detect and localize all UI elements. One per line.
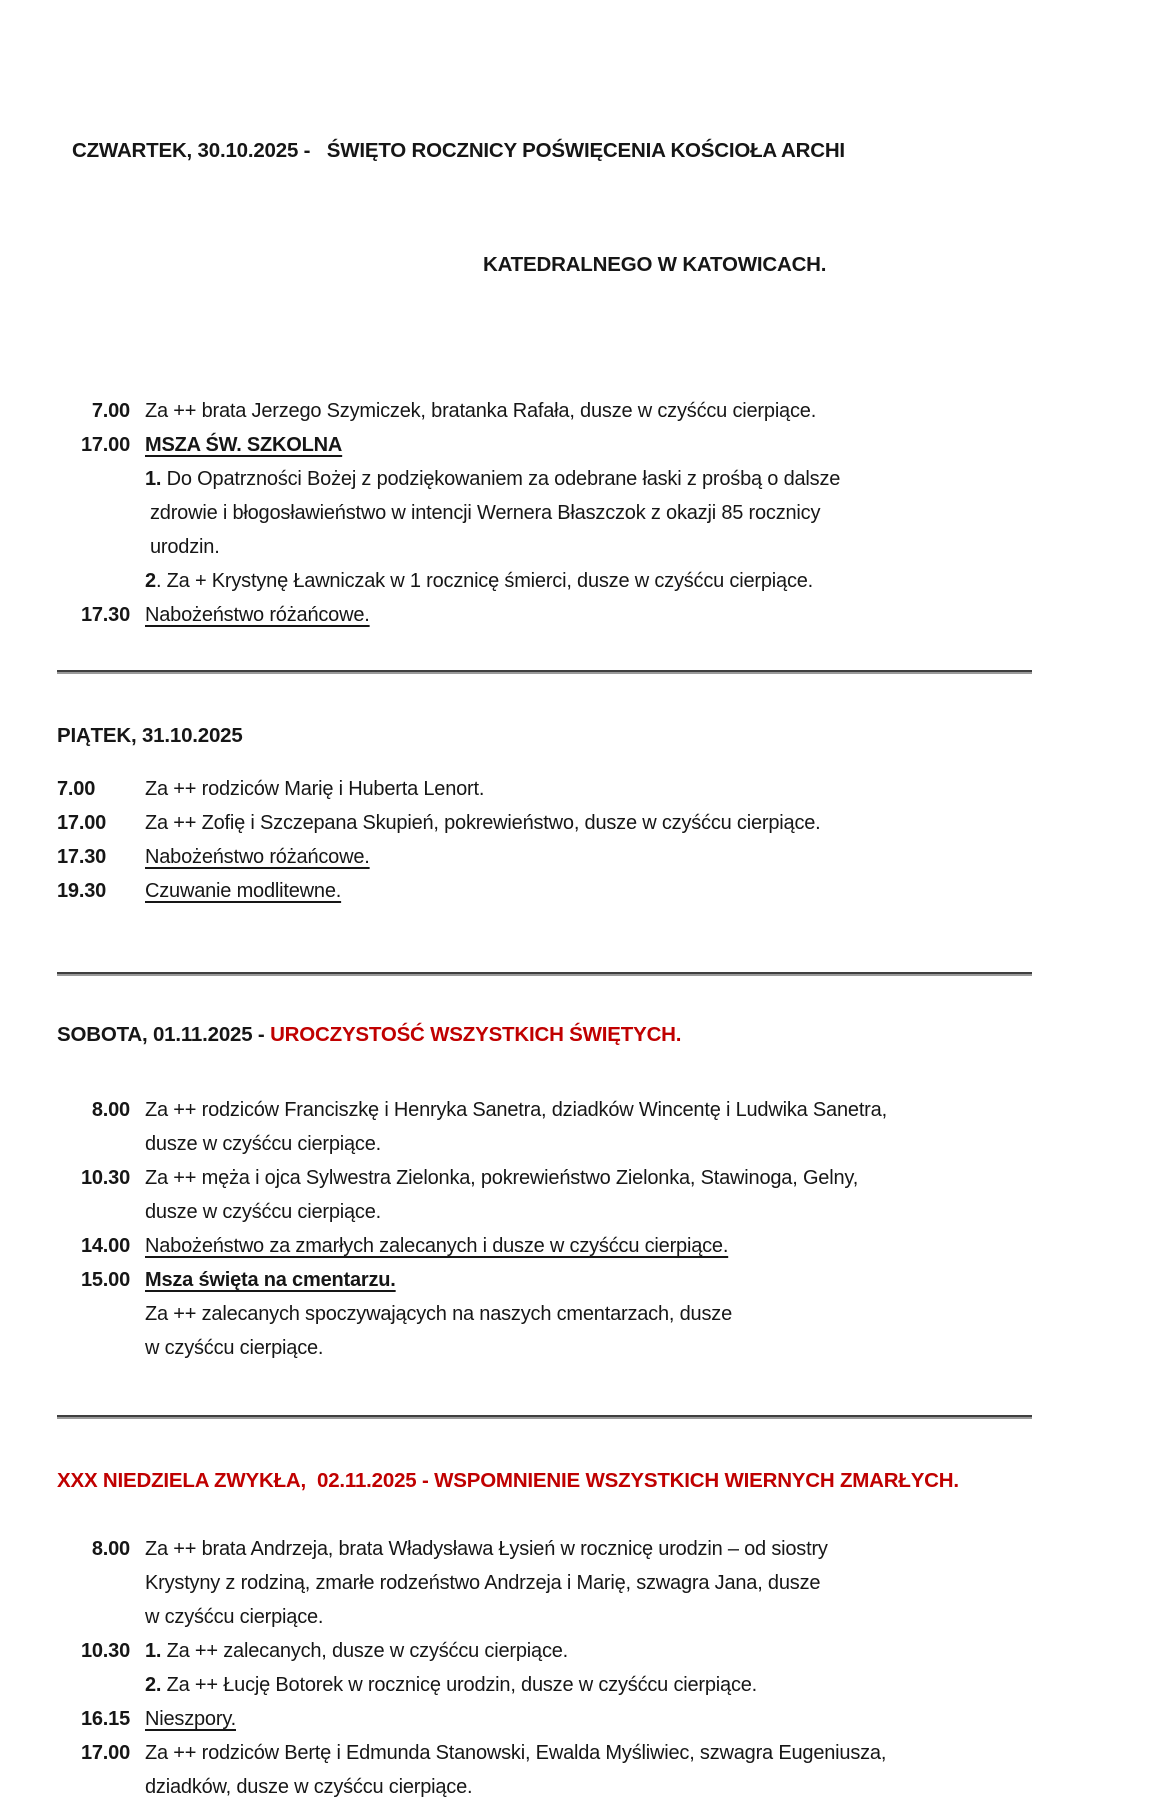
entry-line [145, 1093, 1129, 1127]
entry-text: Za ++ rodziców Marię i Huberta Lenort. [145, 778, 485, 800]
entry-line [145, 1566, 1129, 1600]
schedule-entry [57, 1093, 1129, 1161]
entry-time: 17.00 [57, 812, 107, 834]
day-section-sobota [57, 972, 1129, 1365]
entry-line [145, 1263, 1129, 1297]
entry-line [145, 598, 1129, 632]
entry-line [145, 1736, 1129, 1770]
entry-text: Za ++ męża i ojca Sylwestra Zielonka, pokrewieństwo Zielonka, Stawinoga, Gelny, [145, 1167, 859, 1189]
heading-text: PIĄTEK, 31.10.2025 [57, 724, 243, 747]
section-heading [57, 1464, 1129, 1498]
entry-content [130, 806, 1129, 840]
entry-content [130, 1161, 1129, 1229]
entry-text: dusze w czyśćcu cierpiące. [145, 1133, 382, 1155]
section-heading [57, 719, 1129, 753]
page-title-line1: CZWARTEK, 30.10.2025 - ŚWIĘTO ROCZNICY POŚWIĘCENIA KOŚCIOŁA ARCHI [72, 139, 845, 162]
day-section-piatek [57, 670, 1129, 908]
entry-line [145, 1600, 1129, 1634]
schedule-entry [57, 1263, 1129, 1365]
entry-time: 7.00 [57, 778, 96, 800]
entry-line [145, 1770, 1129, 1804]
entry-line [145, 1702, 1129, 1736]
schedule-entry [57, 806, 1129, 840]
entry-line [145, 840, 1129, 874]
heading-text: SOBOTA, 01.11.2025 - [57, 1023, 271, 1046]
schedule-entry [57, 1532, 1129, 1634]
entry-time: 17.00 [80, 1742, 130, 1764]
entry-text: Msza święta na cmentarzu. [145, 1269, 396, 1291]
entry-line [145, 806, 1129, 840]
entry-text: 1. [145, 468, 162, 490]
entry-time: 10.30 [80, 1640, 130, 1662]
section-divider [57, 972, 1032, 976]
schedule-entry [57, 598, 1129, 632]
entry-text: Za ++ Łucję Botorek w rocznicę urodzin, dusze w czyśćcu cierpiące. [161, 1674, 758, 1696]
schedule-entry [57, 1736, 1129, 1804]
entry-text: dziadków, dusze w czyśćcu cierpiące. [145, 1776, 473, 1798]
heading-text: XXX NIEDZIELA ZWYKŁA, 02.11.2025 - WSPOMNIENIE WSZYSTKICH WIERNYCH ZMARŁYCH. [57, 1469, 959, 1492]
schedule-entry [57, 1229, 1129, 1263]
entry-time: 19.30 [57, 880, 107, 902]
entry-content [130, 1702, 1129, 1736]
entry-line [145, 1127, 1129, 1161]
day-section-czwartek [57, 394, 1129, 632]
entry-content [130, 1263, 1129, 1365]
entry-text: w czyśćcu cierpiące. [145, 1606, 324, 1628]
schedule-entry [57, 874, 1129, 908]
entry-text: Nabożeństwo różańcowe. [145, 604, 370, 626]
entry-text: Za ++ zalecanych spoczywających na naszych cmentarzach, dusze [145, 1303, 732, 1325]
entry-content [130, 1532, 1129, 1634]
entry-line [145, 874, 1129, 908]
entry-text: Za ++ rodziców Bertę i Edmunda Stanowski, Ewalda Myśliwiec, szwagra Eugeniusza, [145, 1742, 887, 1764]
entry-time: 14.00 [80, 1235, 130, 1257]
schedule-entry [57, 772, 1129, 806]
entry-line [145, 1668, 1129, 1702]
page-title-line2: KATEDRALNEGO W KATOWICACH. [483, 253, 827, 276]
entry-time: 7.00 [91, 400, 130, 422]
entry-text: Za ++ brata Andrzeja, brata Władysława Łysień w rocznicę urodzin – od siostry [145, 1538, 828, 1560]
entry-line [145, 1229, 1129, 1263]
entry-time: 10.30 [80, 1167, 130, 1189]
entry-text: zdrowie i błogosławieństwo w intencji Wernera Błaszczok z okazji 85 rocznicy [150, 502, 821, 524]
entry-line [145, 496, 1129, 530]
entry-text: 2. [145, 1674, 162, 1696]
entry-text: Nabożeństwo za zmarłych zalecanych i dusze w czyśćcu cierpiące. [145, 1235, 729, 1257]
heading-text: UROCZYSTOŚĆ WSZYSTKICH ŚWIĘTYCH. [270, 1023, 682, 1046]
schedule-entry [57, 840, 1129, 874]
entry-text: Do Opatrzności Bożej z podziękowaniem za odebrane łaski z prośbą o dalsze [161, 468, 841, 490]
entry-line [145, 1634, 1129, 1668]
schedule-entry [57, 1161, 1129, 1229]
entry-text: urodzin. [150, 536, 220, 558]
entry-content [130, 1634, 1129, 1702]
entry-content [130, 1736, 1129, 1804]
entry-time: 17.30 [80, 604, 130, 626]
entry-text: Za ++ brata Jerzego Szymiczek, bratanka Rafała, dusze w czyśćcu cierpiące. [145, 400, 817, 422]
entry-line [145, 1161, 1129, 1195]
schedule-entry [57, 428, 1129, 598]
section-divider [57, 1415, 1032, 1419]
entry-text: Czuwanie modlitewne. [145, 880, 342, 902]
document-header [57, 56, 1129, 360]
entry-content [130, 874, 1129, 908]
entry-line [145, 1331, 1129, 1365]
entry-text: Nieszpory. [145, 1708, 236, 1730]
entry-line [145, 428, 1129, 462]
section-heading [57, 1018, 1129, 1052]
entry-content [130, 394, 1129, 428]
entry-time: 8.00 [91, 1538, 130, 1560]
entry-text: w czyśćcu cierpiące. [145, 1337, 324, 1359]
entry-time: 15.00 [80, 1269, 130, 1291]
schedule-entry [57, 394, 1129, 428]
entry-time: 8.00 [91, 1099, 130, 1121]
day-section-niedziela [57, 1415, 1129, 1804]
entry-content [130, 428, 1129, 598]
entry-line [145, 1195, 1129, 1229]
schedule-entry [57, 1634, 1129, 1702]
entry-line [145, 1297, 1129, 1331]
entry-content [130, 1229, 1129, 1263]
entry-content [130, 772, 1129, 806]
entry-content [130, 1093, 1129, 1161]
section-divider [57, 670, 1032, 674]
entry-time: 17.00 [80, 434, 130, 456]
entry-line [145, 462, 1129, 496]
entry-text: Za ++ Zofię i Szczepana Skupień, pokrewieństwo, dusze w czyśćcu cierpiące. [145, 812, 821, 834]
schedule-sections [57, 394, 1129, 1804]
entry-text: 2 [145, 570, 156, 592]
entry-text: MSZA ŚW. SZKOLNA [145, 434, 343, 456]
entry-text: . Za + Krystynę Ławniczak w 1 rocznicę śmierci, dusze w czyśćcu cierpiące. [155, 570, 814, 592]
entry-line [145, 564, 1129, 598]
entry-line [145, 772, 1129, 806]
entry-line [145, 1532, 1129, 1566]
entry-time: 16.15 [80, 1708, 130, 1730]
entry-text: Krystyny z rodziną, zmarłe rodzeństwo Andrzeja i Marię, szwagra Jana, dusze [145, 1572, 821, 1594]
schedule-entry [57, 1702, 1129, 1736]
entry-text: Za ++ zalecanych, dusze w czyśćcu cierpiące. [161, 1640, 569, 1662]
entry-line [145, 394, 1129, 428]
entry-text: Nabożeństwo różańcowe. [145, 846, 370, 868]
entry-text: 1. [145, 1640, 162, 1662]
entry-time: 17.30 [57, 846, 107, 868]
entry-line [145, 530, 1129, 564]
entry-content [130, 598, 1129, 632]
entry-content [130, 840, 1129, 874]
entry-text: Za ++ rodziców Franciszkę i Henryka Sanetra, dziadków Wincentę i Ludwika Sanetra, [145, 1099, 887, 1121]
entry-text: dusze w czyśćcu cierpiące. [145, 1201, 382, 1223]
